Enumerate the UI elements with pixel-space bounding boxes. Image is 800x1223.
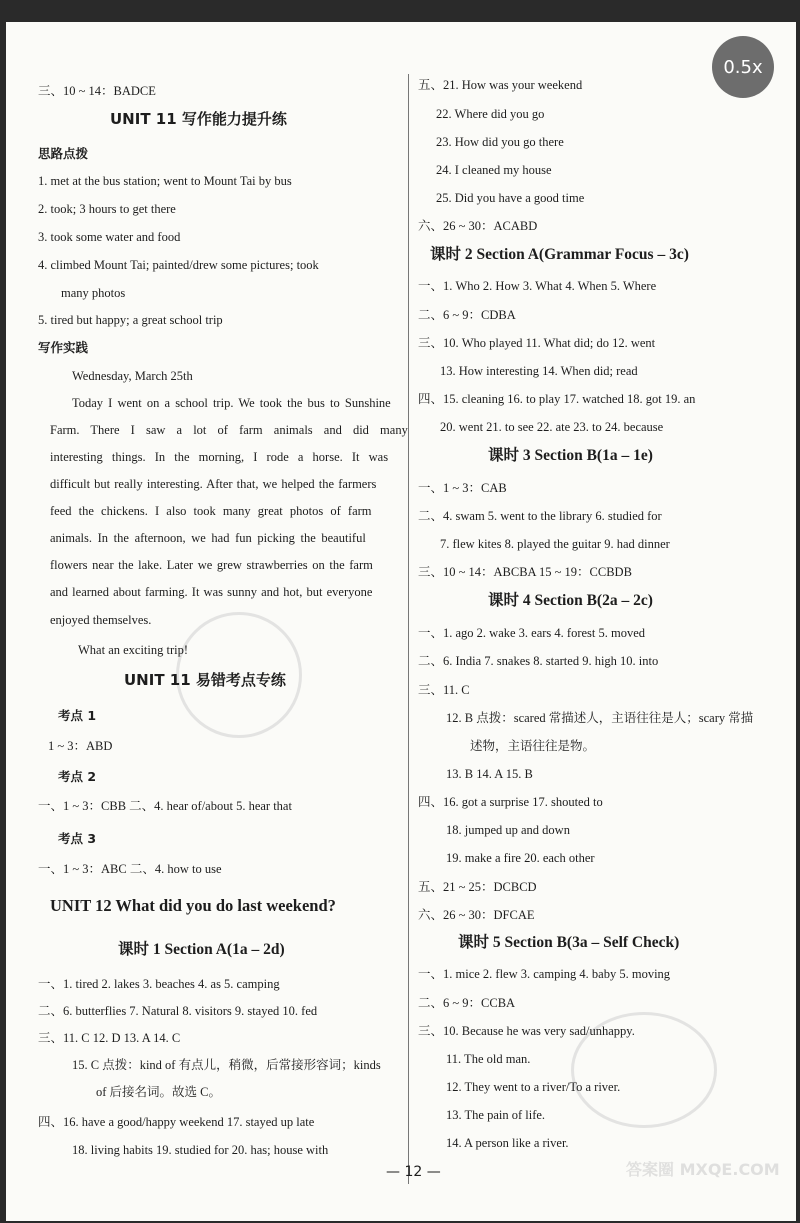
- answer-line: 7. flew kites 8. played the guitar 9. had dinner: [440, 537, 670, 551]
- essay-line: interesting things. In the morning, I rode a horse. It was: [50, 450, 389, 464]
- essay-line: What an exciting trip!: [78, 643, 189, 657]
- answer-line: 25. Did you have a good time: [436, 191, 585, 205]
- answer-line: 五、21 ~ 25：DCBCD: [418, 880, 537, 894]
- answer-line: 18. living habits 19. studied for 20. has; house with: [72, 1143, 329, 1157]
- answer-line: 三、10 ~ 14：BADCE: [38, 84, 156, 98]
- unit-heading: UNIT 12 What did you do last weekend?: [50, 896, 336, 915]
- essay-date: Wednesday, March 25th: [72, 369, 193, 383]
- essay-line: and learned about farming. It was sunny and hot, but everyone: [50, 585, 373, 599]
- answer-line: 1 ~ 3：ABD: [48, 739, 113, 753]
- subheading: 考点 1: [58, 708, 97, 723]
- answer-line: 二、6 ~ 9：CCBA: [418, 996, 516, 1010]
- subheading: 考点 3: [58, 831, 97, 846]
- answer-line: 20. went 21. to see 22. ate 23. to 24. because: [440, 420, 664, 434]
- answer-line: 一、1. ago 2. wake 3. ears 4. forest 5. moved: [418, 626, 646, 640]
- answer-line: many photos: [61, 286, 126, 300]
- answer-line: 23. How did you go there: [436, 135, 564, 149]
- answer-line: 19. make a fire 20. each other: [446, 851, 595, 865]
- watermark-text: 答案圈 MXQE.COM: [626, 1160, 780, 1179]
- answer-line: of 后接名词。故选 C。: [96, 1085, 222, 1099]
- column-divider: [408, 74, 409, 1184]
- lesson-heading: 课时 1 Section A(1a – 2d): [118, 941, 285, 958]
- lesson-heading: 课时 5 Section B(3a – Self Check): [458, 934, 680, 951]
- subheading: 考点 2: [58, 769, 97, 784]
- answer-line: 12. They went to a river/To a river.: [446, 1080, 621, 1094]
- answer-line: 22. Where did you go: [436, 107, 545, 121]
- answer-line: 二、4. swam 5. went to the library 6. studied for: [418, 509, 662, 523]
- answer-line: 5. tired but happy; a great school trip: [38, 313, 223, 327]
- subheading: 思路点拨: [38, 146, 89, 161]
- lesson-heading: 课时 4 Section B(2a – 2c): [488, 592, 653, 609]
- answer-line: 2. took; 3 hours to get there: [38, 202, 176, 216]
- essay-line: animals. In the afternoon, we had fun picking the beautiful: [50, 531, 366, 545]
- answer-line: 四、15. cleaning 16. to play 17. watched 18. got 19. an: [418, 392, 696, 406]
- answer-line: 五、21. How was your weekend: [418, 78, 583, 92]
- answer-line: 三、10 ~ 14：ABCBA 15 ~ 19：CCBDB: [418, 565, 632, 579]
- answer-line: 一、1 ~ 3：CBB 二、4. hear of/about 5. hear that: [38, 799, 292, 813]
- answer-line: 13. How interesting 14. When did; read: [440, 364, 638, 378]
- essay-line: feed the chickens. I also took many great photos of farm: [50, 504, 372, 518]
- answer-line: 18. jumped up and down: [446, 823, 570, 837]
- answer-line: 24. I cleaned my house: [436, 163, 552, 177]
- essay-line: enjoyed themselves.: [50, 613, 152, 627]
- answer-line: 15. C 点拨：kind of 有点儿，稍微，后常接形容词；kinds: [72, 1058, 381, 1072]
- answer-line: 11. The old man.: [446, 1052, 531, 1066]
- answer-line: 一、1. Who 2. How 3. What 4. When 5. Where: [418, 279, 657, 293]
- answer-line: 一、1 ~ 3：ABC 二、4. how to use: [38, 862, 222, 876]
- page-number: — 12 —: [386, 1164, 441, 1180]
- answer-line: 3. took some water and food: [38, 230, 181, 244]
- answer-line: 一、1. mice 2. flew 3. camping 4. baby 5. moving: [418, 967, 671, 981]
- answer-line: 一、1 ~ 3：CAB: [418, 481, 507, 495]
- answer-line: 三、10. Who played 11. What did; do 12. went: [418, 336, 656, 350]
- answer-line: 六、26 ~ 30：ACABD: [418, 219, 538, 233]
- answer-line: 13. The pain of life.: [446, 1108, 546, 1122]
- essay-line: Today I went on a school trip. We took the bus to Sunshine: [72, 396, 391, 410]
- essay-line: Farm. There I saw a lot of farm animals and did many: [50, 423, 408, 437]
- answer-line: 述物，主语往往是物。: [470, 739, 596, 753]
- answer-line: 1. met at the bus station; went to Mount Tai by bus: [38, 174, 292, 188]
- essay-line: difficult but really interesting. After that, we helped the farmers: [50, 477, 377, 491]
- lesson-heading: 课时 2 Section A(Grammar Focus – 3c): [430, 246, 689, 263]
- answer-line: 三、11. C: [418, 683, 470, 697]
- answer-line: 14. A person like a river.: [446, 1136, 569, 1150]
- section-heading: UNIT 11 写作能力提升练: [110, 110, 287, 128]
- answer-line: 六、26 ~ 30：DFCAE: [418, 908, 535, 922]
- subheading: 写作实践: [38, 340, 89, 355]
- answer-key-page: [6, 22, 796, 1221]
- section-heading: UNIT 11 易错考点专练: [124, 671, 286, 689]
- lesson-heading: 课时 3 Section B(1a – 1e): [488, 447, 653, 464]
- answer-line: 三、11. C 12. D 13. A 14. C: [38, 1031, 181, 1045]
- answer-line: 二、6 ~ 9：CDBA: [418, 308, 516, 322]
- answer-line: 二、6. butterflies 7. Natural 8. visitors 9. stayed 10. fed: [38, 1004, 318, 1018]
- answer-line: 二、6. India 7. snakes 8. started 9. high 10. into: [418, 654, 659, 668]
- essay-line: flowers near the lake. Later we grew strawberries on the farm: [50, 558, 373, 572]
- answer-line: 三、10. Because he was very sad/unhappy.: [418, 1024, 635, 1038]
- answer-line: 一、1. tired 2. lakes 3. beaches 4. as 5. camping: [38, 977, 280, 991]
- answer-line: 四、16. have a good/happy weekend 17. stayed up late: [38, 1115, 315, 1129]
- answer-line: 4. climbed Mount Tai; painted/drew some pictures; took: [38, 258, 319, 272]
- answer-line: 12. B 点拨：scared 常描述人，主语往往是人；scary 常描: [446, 711, 754, 725]
- zoom-level-button[interactable]: 0.5x: [712, 36, 774, 98]
- answer-line: 四、16. got a surprise 17. shouted to: [418, 795, 603, 809]
- answer-line: 13. B 14. A 15. B: [446, 767, 533, 781]
